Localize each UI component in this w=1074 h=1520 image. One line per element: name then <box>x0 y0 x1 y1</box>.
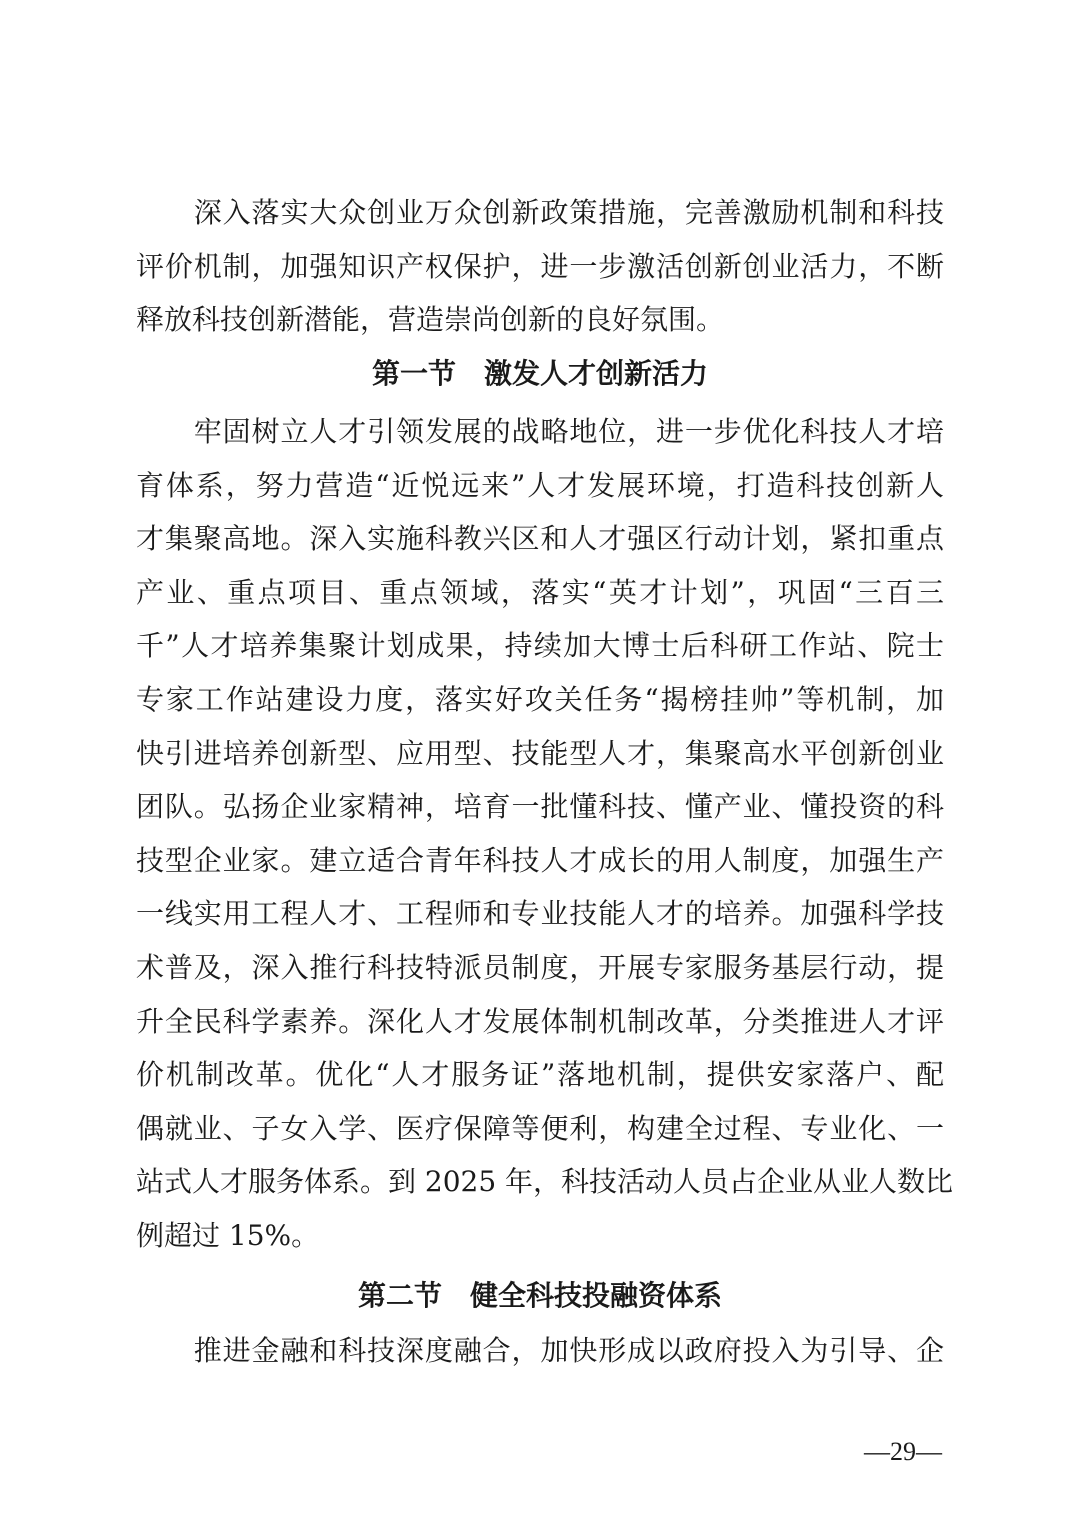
text-line: 专家工作站建设力度，落实好攻关任务“揭榜挂帅”等机制，加 <box>136 682 944 716</box>
paragraph-finance <box>136 1324 944 1378</box>
text-line: 千”人才培养集聚计划成果，持续加大博士后科研工作站、院士 <box>136 629 944 663</box>
section-heading-2: 第二节 健全科技投融资体系 <box>357 1279 722 1312</box>
text-line: 牢固树立人才引领发展的战略地位，进一步优化科技人才培 <box>136 415 944 448</box>
text-line: 深入落实大众创业万众创新政策措施，完善激励机制和科技 <box>136 196 944 229</box>
text-line: 术普及，深入推行科技特派员制度，开展专家服务基层行动，提 <box>136 950 944 984</box>
text-line: 技型企业家。建立适合青年科技人才成长的用人制度，加强生产 <box>136 843 944 877</box>
text-line: 产业、重点项目、重点领域，落实“英才计划”，巩固“三百三 <box>136 575 944 609</box>
text-line: 评价机制，加强知识产权保护，进一步激活创新创业活力，不断 <box>136 249 944 283</box>
paragraph-intro <box>136 186 944 347</box>
text-line: 偶就业、子女入学、医疗保障等便利，构建全过程、专业化、一 <box>136 1111 944 1145</box>
text-line: 快引进培养创新型、应用型、技能型人才，集聚高水平创新创业 <box>136 736 944 770</box>
text-line: 释放科技创新潜能，营造崇尚创新的良好氛围。 <box>136 303 725 337</box>
text-line: 升全民科学素养。深化人才发展体制机制改革，分类推进人才评 <box>136 1004 944 1038</box>
text-line: 才集聚高地。深入实施科教兴区和人才强区行动计划，紧扣重点 <box>136 522 944 556</box>
text-line: 价机制改革。优化“人才服务证”落地机制，提供安家落户、配 <box>136 1058 944 1092</box>
text-line: 团队。弘扬企业家精神，培育一批懂科技、懂产业、懂投资的科 <box>136 790 944 824</box>
section-heading-1: 第一节 激发人才创新活力 <box>371 357 708 390</box>
page-number: —29— <box>864 1437 942 1466</box>
text-line: 一线实用工程人才、工程师和专业技能人才的培养。加强科学技 <box>136 897 944 931</box>
text-line: 育体系，努力营造“近悦远来”人才发展环境，打造科技创新人 <box>136 468 944 502</box>
text-line: 例超过 15%。 <box>136 1218 320 1252</box>
text-line: 站式人才服务体系。到 2025 年，科技活动人员占企业从业人数比 <box>136 1165 954 1199</box>
text-line: 推进金融和科技深度融合，加快形成以政府投入为引导、企 <box>136 1334 944 1367</box>
paragraph-talent <box>136 405 954 1263</box>
